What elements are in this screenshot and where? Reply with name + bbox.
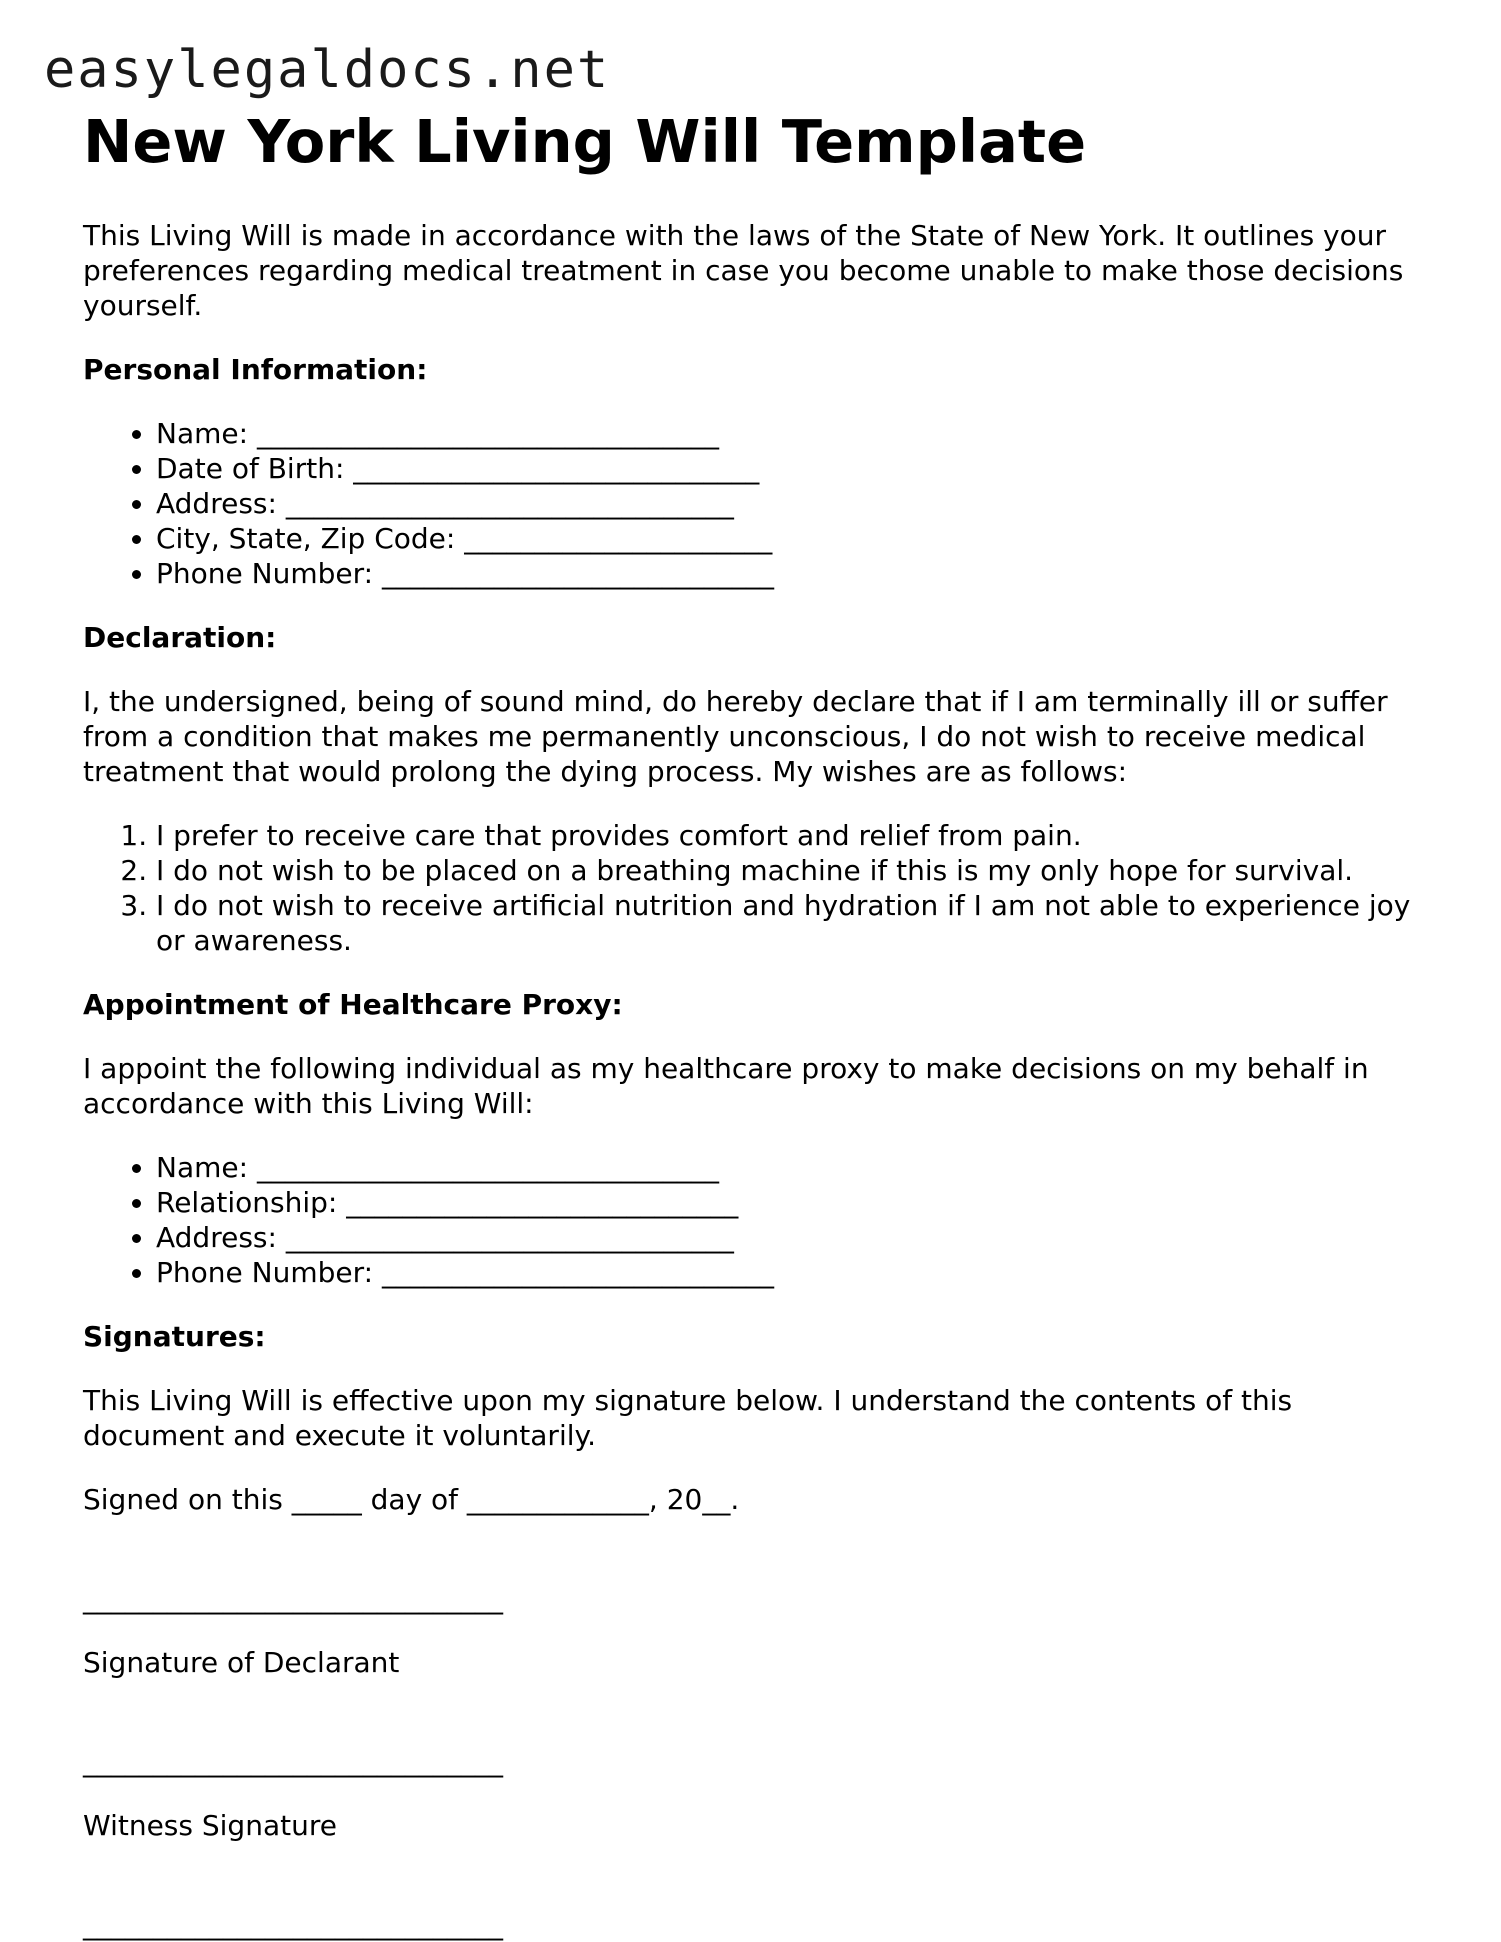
declaration-heading: Declaration:	[83, 621, 277, 654]
wishes-list	[83, 818, 1423, 958]
wish-item: 2. I do not wish to be placed on a breathing machine if this is my only hope for survival.	[156, 853, 1423, 888]
personal-name-field: • Name: _________________________________	[156, 416, 1423, 451]
page-title: New York Living Will Template	[83, 107, 1087, 176]
wish-item: 1. I prefer to receive care that provides comfort and relief from pain.	[156, 818, 1423, 853]
proxy-phone-field: • Phone Number: ____________________________	[156, 1255, 1423, 1290]
watermark-logo: easylegaldocs.net	[44, 40, 611, 100]
intro-paragraph: This Living Will is made in accordance with the laws of the State of New York. It outlines your preferences regarding medical treatment in case you become unable to make those decisions yourself.	[83, 219, 1404, 322]
proxy-relationship-field: • Relationship: ____________________________	[156, 1185, 1423, 1220]
personal-info-heading: Personal Information:	[83, 353, 428, 386]
proxy-paragraph: I appoint the following individual as my healthcare proxy to make decisions on my behalf in accordance with this Living Will:	[83, 1052, 1369, 1120]
signed-on-line: Signed on this _____ day of _____________, 20__.	[83, 1483, 740, 1516]
proxy-name-field: • Name: _________________________________	[156, 1150, 1423, 1185]
wish-item: 3. I do not wish to receive artificial nutrition and hydration if I am not able to experience joy or awareness.	[156, 888, 1423, 958]
personal-info-list	[83, 416, 1423, 591]
proxy-heading: Appointment of Healthcare Proxy:	[83, 988, 623, 1021]
signatures-heading: Signatures:	[83, 1320, 266, 1353]
personal-phone-field: • Phone Number: ____________________________	[156, 556, 1423, 591]
personal-city-state-zip-field: • City, State, Zip Code: ______________________	[156, 521, 1423, 556]
personal-dob-field: • Date of Birth: _____________________________	[156, 451, 1423, 486]
declarant-signature-label: Signature of Declarant	[83, 1646, 400, 1679]
declarant-signature-line: ______________________________	[83, 1582, 503, 1615]
personal-address-field: • Address: ________________________________	[156, 486, 1423, 521]
witness-signature-label: Witness Signature	[83, 1809, 337, 1842]
proxy-address-field: • Address: ________________________________	[156, 1220, 1423, 1255]
witness-signature-line: ______________________________	[83, 1745, 503, 1778]
declaration-paragraph: I, the undersigned, being of sound mind, do hereby declare that if I am terminally ill or suffer from a condition that makes me permanently unconscious, I do not wish to receive medical treatment that would prolong the dying process. My wishes are as follows:	[83, 685, 1388, 788]
signatures-paragraph: This Living Will is effective upon my signature below. I understand the contents of this document and execute it voluntarily.	[83, 1384, 1293, 1452]
additional-signature-line: ______________________________	[83, 1908, 503, 1941]
document-body	[83, 104, 1423, 1942]
proxy-info-list	[83, 1150, 1423, 1290]
